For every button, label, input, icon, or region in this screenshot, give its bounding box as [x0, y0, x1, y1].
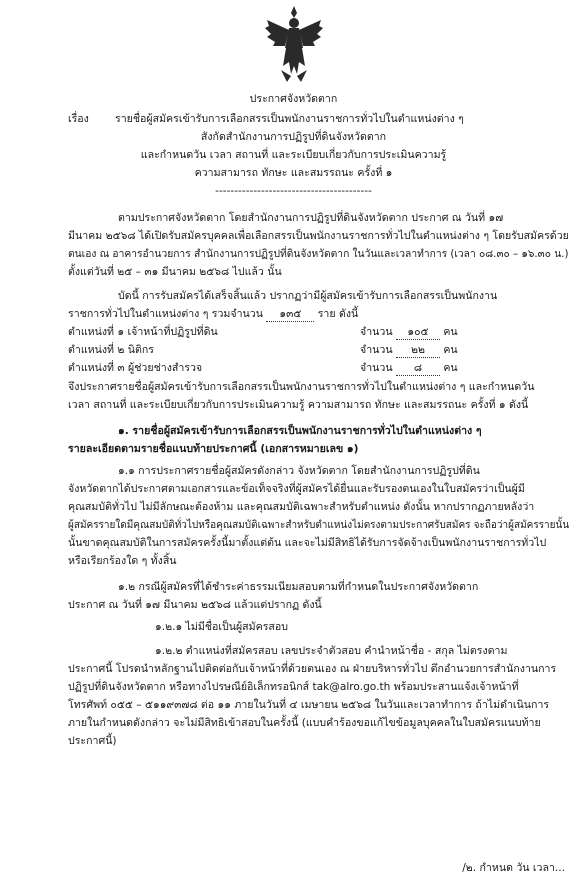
continuation-note: /๒. กำหนด วัน เวลา... — [462, 862, 565, 874]
subject-line-1: รายชื่อผู้สมัครเข้ารับการเลือกสรรเป็นพนักงานราชการทั่วไปในตำแหน่งต่าง ๆ — [115, 113, 464, 125]
position-count: จำนวน ๒๒ คน — [360, 344, 458, 356]
header-separator: ----------------------------------------- — [215, 185, 372, 197]
intro-line-3: ตนเอง ณ อาคารอำนวยการ สำนักงานการปฏิรูปที่ดินจังหวัดตาก ในวันและเวลาทำการ (เวลา ๐๘.๓๐ – ๑๖.๓๐ น.) — [68, 248, 569, 260]
summary-line-2: ราชการทั่วไปในตำแหน่งต่าง ๆ รวมจำนวน ๑๓๕ ราย ดังนี้ — [68, 308, 359, 320]
subject-line-4: ความสามารถ ทักษะ และสมรรถนะ ครั้งที่ ๑ — [194, 167, 393, 179]
document-page: ประกาศจังหวัดตาก เรื่อง รายชื่อผู้สมัครเข้ารับการเลือกสรรเป็นพนักงานราชการทั่วไปในตำแหน่งต่าง ๆ สังกัดสำนักงานการปฏิรูปที่ดินจังหวัดตาก และกำหนดวัน เวลา สถานที่ และระเบียบเกี่ยวกับการประเมินความรู้ ความสามารถ ทักษะ และสมรรถนะ ครั้งที่ ๑ ----------------------------------------- ตามประกาศจังหวัดตาก โดยสำนักงานการปฏิรูปที่ดินจังหวัดตาก ประกาศ ณ วันที่ ๑๗ มีนาคม ๒๕๖๘ ได้เปิดรับสมัครบุคคลเพื่อเลือกสรรเป็นพนักงานราชการทั่วไปในตำแหน่งต่าง ๆ โดยรับสมัครด้วย ตนเอง ณ อาคารอำนวยการ สำนักงานการปฏิรูปที่ดินจังหวัดตาก ในวันและเวลาทำการ (เวลา ๐๘.๓๐ – ๑๖.๓๐ น.) ตั้งแต่วันที่ ๒๕ – ๓๑ มีนาคม ๒๕๖๘ ไปแล้ว นั้น บัดนี้ การรับสมัครได้เสร็จสิ้นแล้ว ปรากฏว่ามีผู้สมัครเข้ารับการเลือกสรรเป็นพนักงาน ราชการทั่วไปในตำแหน่งต่าง ๆ รวมจำนวน ๑๓๕ ราย ดังนี้ ตำแหน่งที่ ๑ เจ้าหน้าที่ปฏิรูปที่ดิน จำนวน ๑๐๕ คน ตำแหน่งที่ ๒ นิติกร จำนวน ๒๒ คน ตำแหน่งที่ ๓ ผู้ช่วยช่างสำรวจ จำนวน ๘ คน จึงประกาศรายชื่อผู้สมัครเข้ารับการเลือกสรรเป็นพนักงานราชการทั่วไปในตำแหน่งต่าง ๆ และกำหนดวัน เวลา สถานที่ และระเบียบเกี่ยวกับการประเมินความรู้ ความสามารถ ทักษะ และสมรรถนะ ครั้งที่ ๑ ดังนี้ ๑. รายชื่อผู้สมัครเข้ารับการเลือกสรรเป็นพนักงานราชการทั่วไปในตำแหน่งต่าง ๆ รายละเอียดตามรายชื่อแนบท้ายประกาศนี้ (เอกสารหมายเลข ๑) ๑.๑ การประกาศรายชื่อผู้สมัครดังกล่าว จังหวัดตาก โดยสำนักงานการปฏิรูปที่ดิน จังหวัดตากได้ประกาศตามเอกสารและข้อเท็จจริงที่ผู้สมัครได้ยื่นและรับรองตนเองในใบสมัครว่าเป็นผู้มี คุณสมบัติทั่วไป ไม่มีลักษณะต้องห้าม และคุณสมบัติเฉพาะสำหรับตำแหน่ง ดังนั้น หากปรากฏภายหลังว่า ผู้สมัครรายใดมีคุณสมบัติทั่วไปหรือคุณสมบัติเฉพาะสำหรับตำแหน่งไม่ตรงตามประกาศรับสมัคร จะถือว่าผู้สมัครรายนั้น นั้นขาดคุณสมบัติในการสมัครครั้งนี้มาตั้งแต่ต้น และจะไม่มีสิทธิได้รับการจัดจ้างเป็นพนักงานราชการทั่วไป หรือเรียกร้องใด ๆ ทั้งสิ้น ๑.๒ กรณีผู้สมัครที่ได้ชำระค่าธรรมเนียมสอบตามที่กำหนดในประกาศจังหวัดตาก ประกาศ ณ วันที่ ๑๗ มีนาคม ๒๕๖๘ แล้วแต่ปรากฏ ดังนี้ ๑.๒.๑ ไม่มีชื่อเป็นผู้สมัครสอบ ๑.๒.๒ ตำแหน่งที่สมัครสอบ เลขประจำตัวสอบ คำนำหน้าชื่อ - สกุล ไม่ตรงตาม ประกาศนี้ โปรดนำหลักฐานไปติดต่อกับเจ้าหน้าที่ด้วยตนเอง ณ ฝ่ายบริหารทั่วไป ตึกอำนวยการสำนักงานการ ปฏิรูปที่ดินจังหวัดตาก หรือทางไปรษณีย์อิเล็กทรอนิกส์ tak@alro.go.th พร้อมประสานแจ้งเจ้าหน้าที่ โทรศัพท์ ๐๕๕ – ๕๑๑๙๓๗๘ ต่อ ๑๑ ภายในวันที่ ๔ เมษายน ๒๕๖๘ ในวันและเวลาทำการ ถ้าไม่ดำเนินการ ภายในกำหนดดังกล่าว จะไม่มีสิทธิเข้าสอบในครั้งนี้ (แบบคำร้องขอแก้ไขข้อมูลบุคคลในใบสมัครแนบท้าย ประกาศนี้) /๒. กำหนด วัน เวลา... — [0, 0, 587, 884]
closing-line-2: เวลา สถานที่ และระเบียบเกี่ยวกับการประเมินความรู้ ความสามารถ ทักษะ และสมรรถนะ ครั้งที่ ๑ ดังนี้ — [68, 399, 529, 411]
section1-heading-2: รายละเอียดตามรายชื่อแนบท้ายประกาศนี้ (เอกสารหมายเลข ๑) — [68, 443, 359, 455]
total-count: ๑๓๕ — [266, 307, 314, 322]
intro-line-4: ตั้งแต่วันที่ ๒๕ – ๓๑ มีนาคม ๒๕๖๘ ไปแล้ว นั้น — [68, 266, 282, 278]
section1-heading-1: ๑. รายชื่อผู้สมัครเข้ารับการเลือกสรรเป็นพนักงานราชการทั่วไปในตำแหน่งต่าง ๆ — [118, 425, 482, 437]
intro-line-2: มีนาคม ๒๕๖๘ ได้เปิดรับสมัครบุคคลเพื่อเลือกสรรเป็นพนักงานราชการทั่วไปในตำแหน่งต่าง ๆ โดยรับสมัครด้วย — [68, 230, 569, 242]
position-label: ตำแหน่งที่ ๑ เจ้าหน้าที่ปฏิรูปที่ดิน — [68, 326, 218, 338]
position-label: ตำแหน่งที่ ๒ นิติกร — [68, 344, 154, 356]
subject-label: เรื่อง — [68, 113, 89, 125]
position-label: ตำแหน่งที่ ๓ ผู้ช่วยช่างสำรวจ — [68, 362, 203, 374]
intro-line-1: ตามประกาศจังหวัดตาก โดยสำนักงานการปฏิรูปที่ดินจังหวัดตาก ประกาศ ณ วันที่ ๑๗ — [118, 212, 504, 224]
paragraph-1-2-1: ๑.๒.๑ ไม่มีชื่อเป็นผู้สมัครสอบ — [155, 621, 288, 633]
subject-line-2: สังกัดสำนักงานการปฏิรูปที่ดินจังหวัดตาก — [200, 131, 387, 143]
closing-line-1: จึงประกาศรายชื่อผู้สมัครเข้ารับการเลือกสรรเป็นพนักงานราชการทั่วไปในตำแหน่งต่าง ๆ และกำหนดวัน — [68, 381, 535, 393]
position-count: จำนวน ๘ คน — [360, 362, 458, 374]
summary-line-1: บัดนี้ การรับสมัครได้เสร็จสิ้นแล้ว ปรากฏว่ามีผู้สมัครเข้ารับการเลือกสรรเป็นพนักงาน — [118, 290, 498, 302]
issuer-title: ประกาศจังหวัดตาก — [249, 93, 338, 105]
position-count: จำนวน ๑๐๕ คน — [360, 326, 458, 338]
subject-line-3: และกำหนดวัน เวลา สถานที่ และระเบียบเกี่ยวกับการประเมินความรู้ — [140, 149, 447, 161]
garuda-emblem-icon — [263, 4, 325, 84]
